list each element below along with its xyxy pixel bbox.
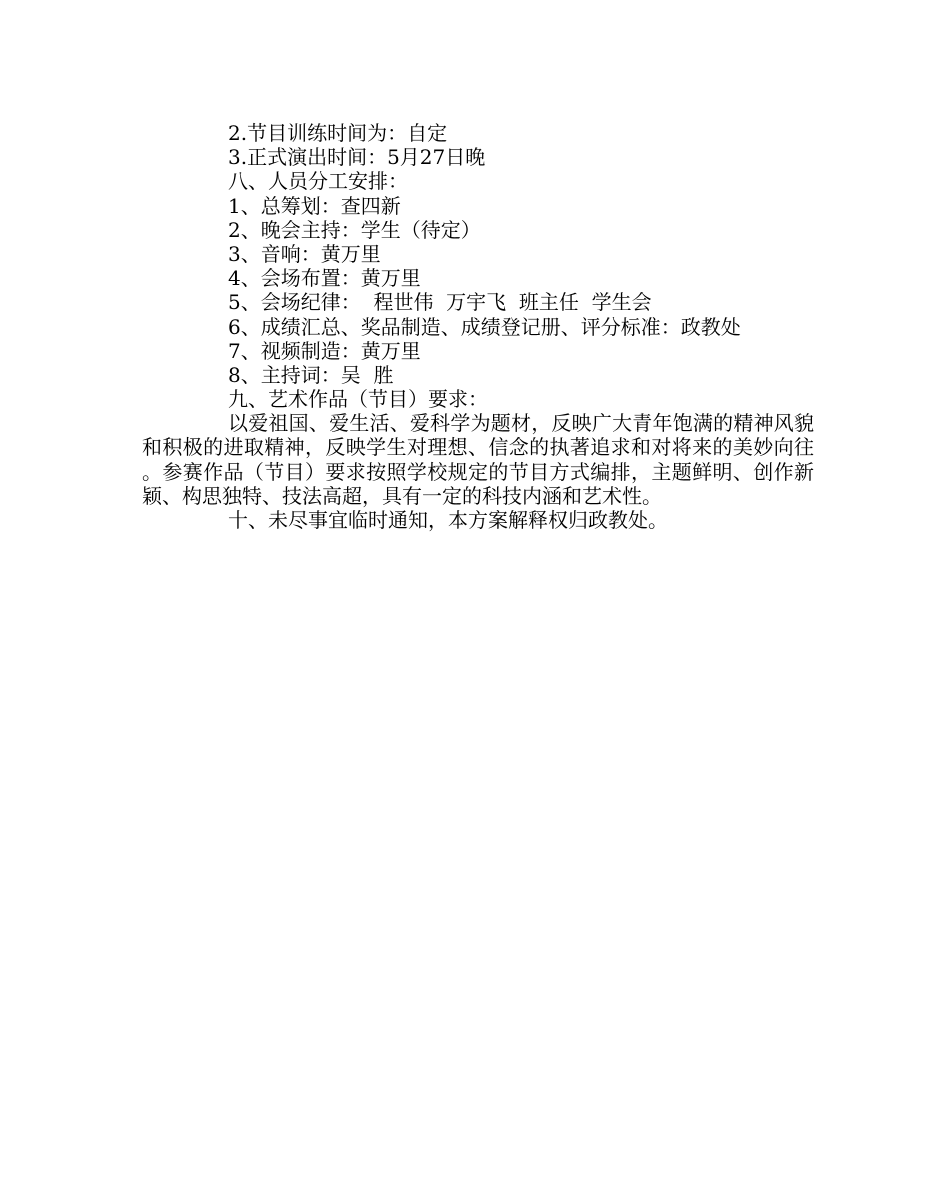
staff-item-script: 8、主持词：吴 胜 [228,362,394,387]
schedule-performance-time: 3.正式演出时间：5月27日晚 [228,145,486,170]
document-body [142,121,814,532]
staff-item-sound: 3、音响：黄万里 [228,241,381,266]
staff-item-discipline: 5、会场纪律： 程世伟 万宇飞 班主任 学生会 [228,290,652,315]
closing-note: 十、未尽事宜临时通知，本方案解释权归政教处。 [228,508,668,533]
section-heading-requirements: 九、艺术作品（节目）要求： [228,387,488,412]
section-heading-staff: 八、人员分工安排： [228,169,408,194]
staff-item-scoring: 6、成绩汇总、奖品制造、成绩登记册、评分标准：政教处 [228,314,741,339]
staff-item-planner: 1、总筹划：查四新 [228,193,401,218]
staff-item-host: 2、晚会主持：学生（待定） [228,217,481,242]
staff-item-venue-setup: 4、会场布置：黄万里 [228,266,421,291]
staff-item-video: 7、视频制造：黄万里 [228,338,421,363]
requirements-paragraph: 以爱祖国、爱生活、爱科学为题材，反映广大青年饱满的精神风貌和积极的进取精神，反映学生对理想、信念的执著追求和对将来的美妙向往。参赛作品（节目）要求按照学校规定的节目方式编排，主题鲜明、创作新颖、构思独特、技法高超，具有一定的科技内涵和艺术性。 [142,411,814,508]
schedule-training-time: 2.节目训练时间为：自定 [228,121,448,145]
